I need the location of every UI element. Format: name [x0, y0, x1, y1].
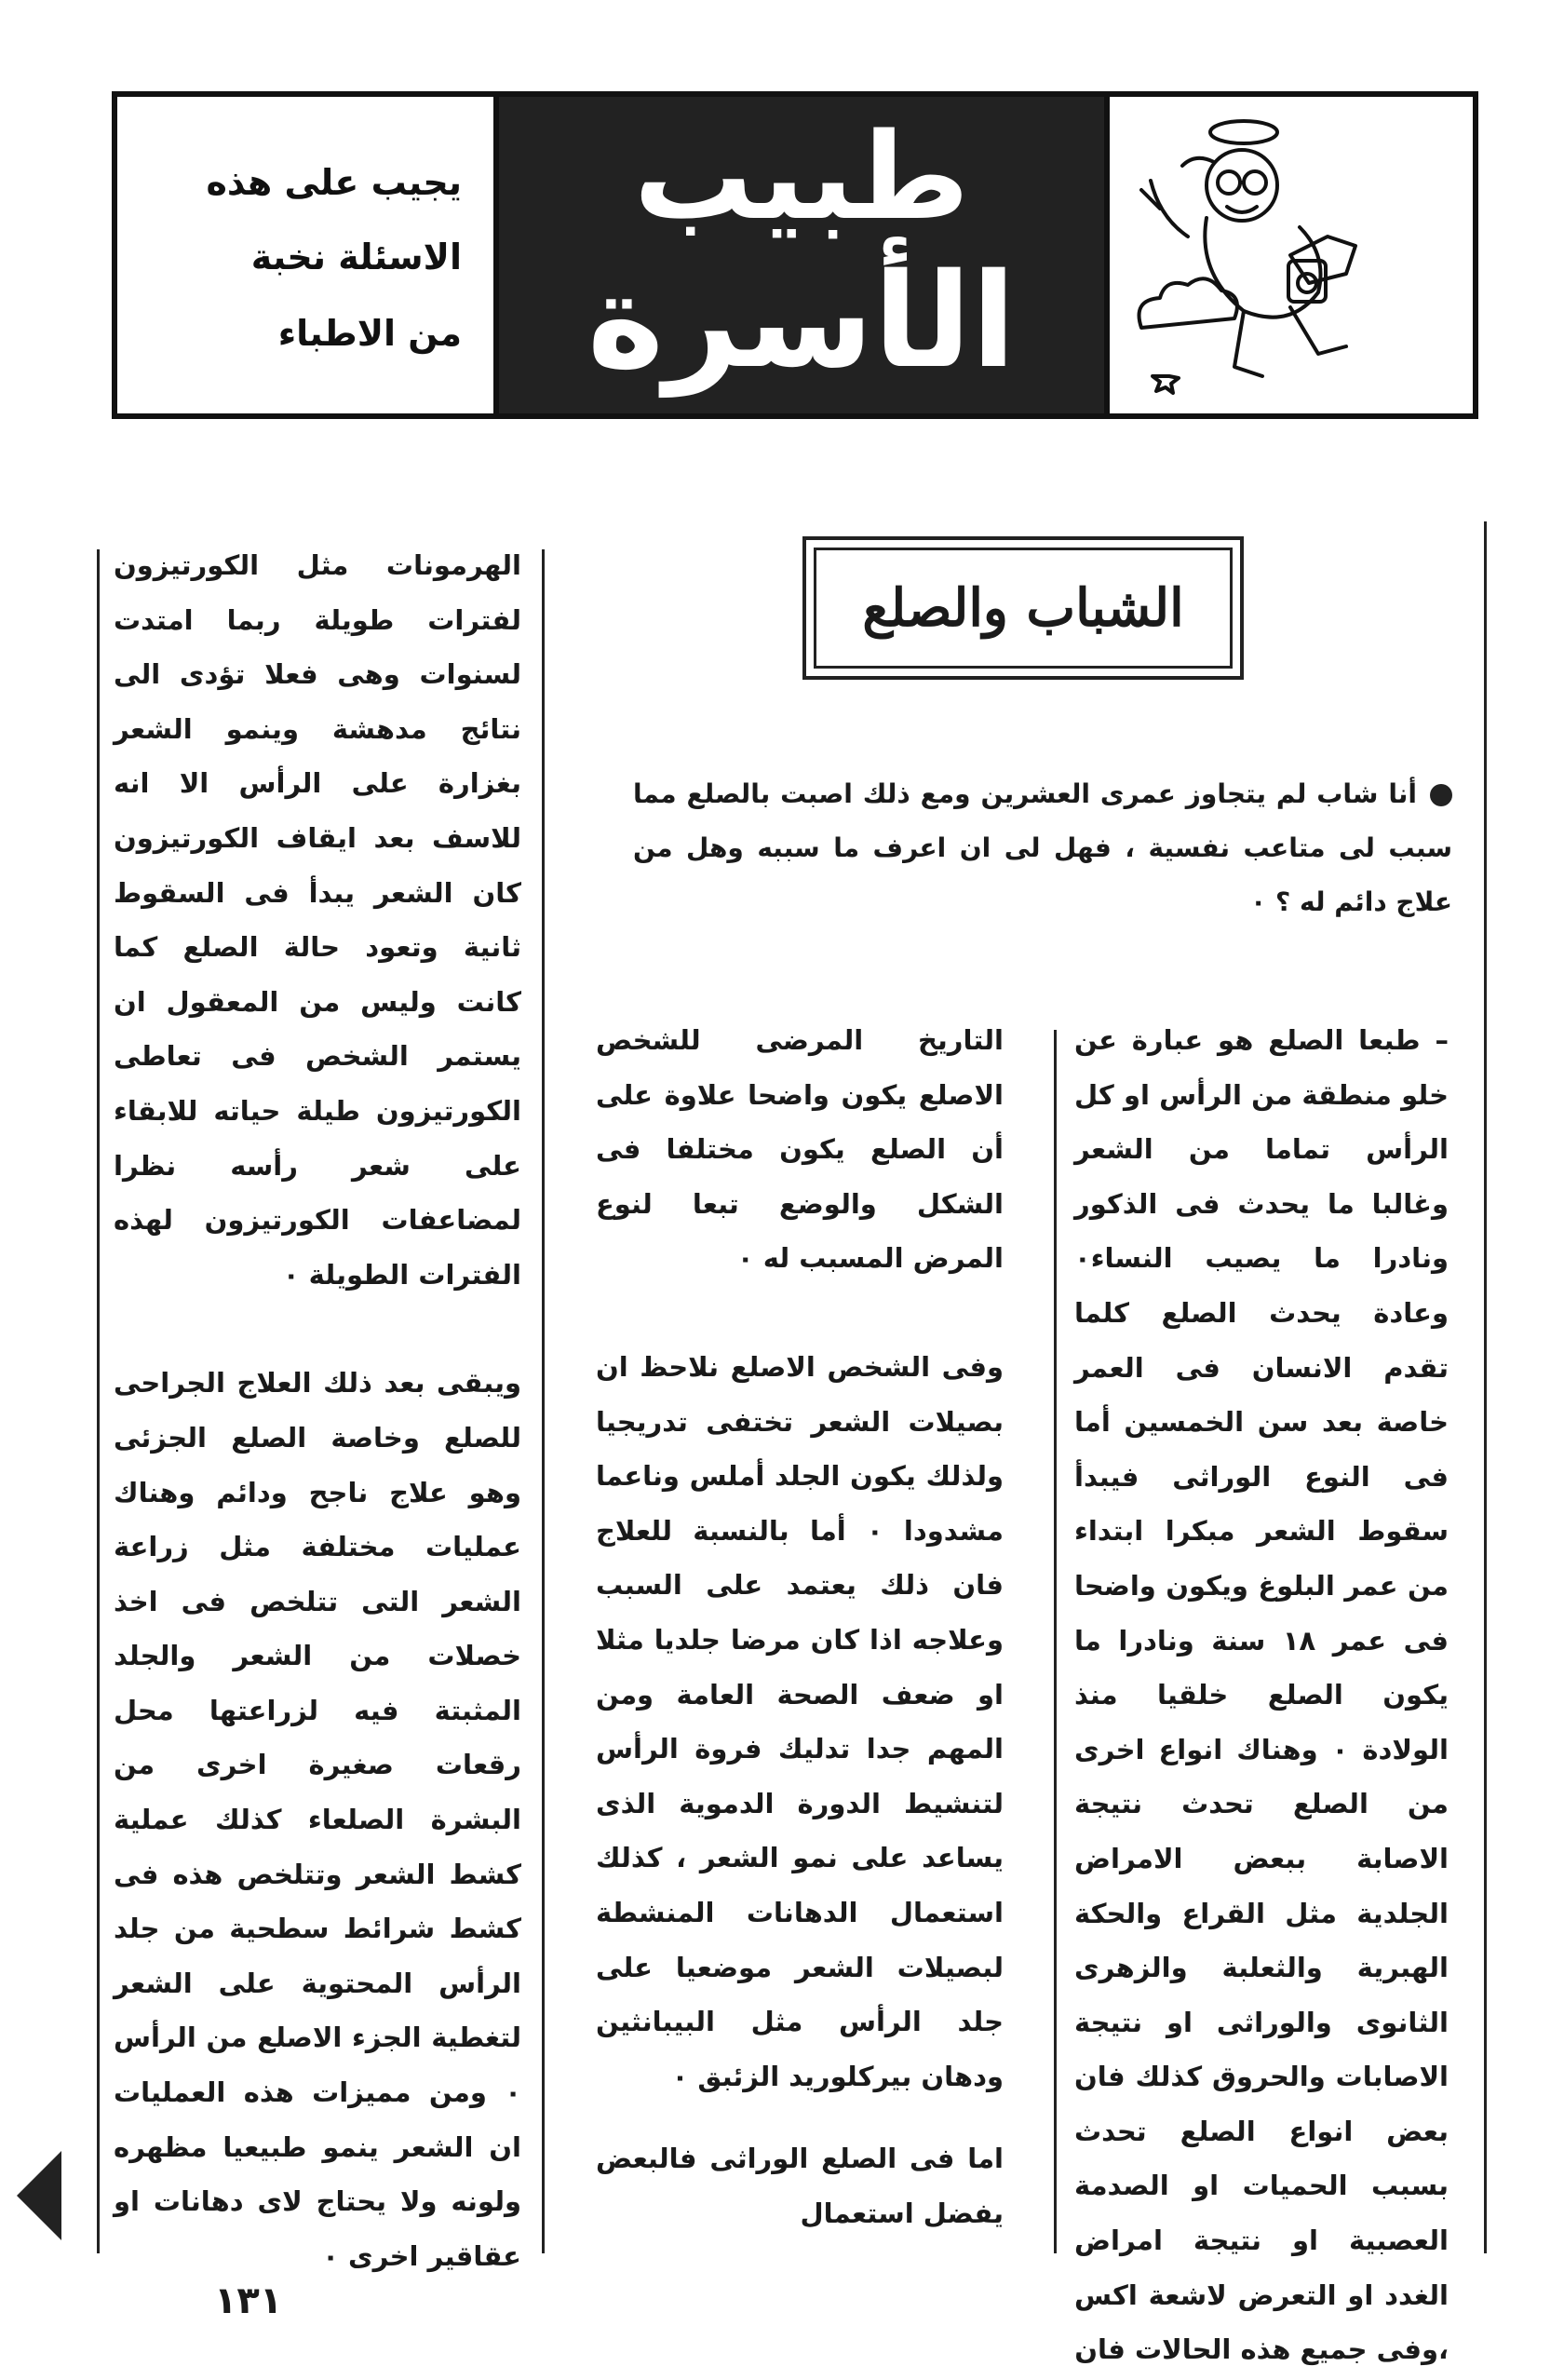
answer-paragraph: اما فى الصلع الوراثى فالبعض يفضل استعمال: [596, 2143, 1004, 2229]
column-rule-outer-left: [97, 549, 100, 2253]
masthead-logo-line-2: الأسرة: [586, 246, 1017, 398]
answer-paragraph: ويبقى بعد ذلك العلاج الجراحى للصلع وخاصة الصلع الجزئى وهو علاج ناجح ودائم وهناك عمليات مختلفة مثل زراعة الشعر التى تتلخص فى اخذ خصلات من الشعر والجلد المثبتة فيه لزراعتها محل رقعات صغيرة اخرى من البشرة الصلعاء كذلك عملية كشط الشعر وتتلخص هذه فى كشط شرائط سطحية من جلد الرأس المحتوية على الشعر لتغطية الجزء الاصلع من الرأس ٠ ومن مميزات هذه العمليات ان الشعر ينمو طبيعيا مظهره ولونه ولا يحتاج لاى دهانات او عقاقير اخرى ٠: [114, 1367, 521, 2272]
page-number: ١٣١: [214, 2279, 283, 2322]
masthead-tagline-panel: [117, 97, 499, 413]
tagline-line-2: الاسئلة نخبة: [250, 237, 462, 277]
answer-paragraph: الهرمونات مثل الكورتيزون لفترات طويلة ربما امتدت لسنوات وهى فعلا تؤدى الى نتائج مدهشة وينمو الشعر بغزارة على الرأس الا انه للاسف بعد ايقاف الكورتيزون كان الشعر يبدأ فى السقوط ثانية وتعود حالة الصلع كما كانت وليس من المعقول ان يستمر الشخص فى تعاطى الكورتيزون طيلة حياته للابقاء على شعر رأسه نظرا لمضاعفات الكورتيزون لهذه الفترات الطويلة ٠: [114, 549, 521, 1291]
masthead-logo-panel: [499, 97, 1104, 413]
question-bullet-icon: [1430, 784, 1452, 806]
question-text: أنا شاب لم يتجاوز عمرى العشرين ومع ذلك اصبت بالصلع مما سبب لى متاعب نفسية ، فهل لى ان اعرف ما سببه وهل من علاج دائم له ؟ ٠: [633, 778, 1452, 917]
continue-arrow-icon: [17, 2151, 61, 2240]
answer-paragraph: التاريخ المرضى للشخص الاصلع يكون واضحا علاوة على أن الصلع يكون مختلفا فى الشكل والوضع تبعا لنوع المرض المسبب له ٠: [596, 1024, 1004, 1275]
article-title-frame: [802, 536, 1244, 680]
masthead-logo-line-1: طبيب: [633, 108, 970, 247]
doctor-angel-icon: [1104, 97, 1473, 413]
reader-question: [633, 767, 1452, 929]
answer-paragraph: وفى الشخص الاصلع نلاحظ ان بصيلات الشعر تختفى تدريجيا ولذلك يكون الجلد أملس وناعما مشدودا ٠ أما بالنسبة للعلاج فان ذلك يعتمد على السبب وعلاجه اذا كان مرضا جلديا مثلا او ضعف الصحة العامة ومن المهم جدا تدليك فروة الرأس لتنشيط الدورة الدموية الذى يساعد على نمو الشعر ، كذلك استعمال الدهانات المنشطة لبصيلات الشعر موضعيا على جلد الرأس مثل البيبانثين ودهان بيركلوريد الزئبق ٠: [596, 1350, 1004, 2092]
article-title: الشباب والصلع: [814, 548, 1233, 669]
answer-column-right: [1074, 1013, 1449, 2377]
column-rule-far-right: [1484, 521, 1487, 2253]
tagline-line-3: من الاطباء: [277, 313, 462, 354]
answer-column-middle: [596, 1013, 1004, 2240]
column-rule-left: [542, 549, 545, 2253]
column-rule-right: [1054, 1030, 1057, 2253]
answer-paragraph: – طبعا الصلع هو عبارة عن خلو منطقة من الرأس او كل الرأس تماما من الشعر وغالبا ما يحدث فى الذكور ونادرا ما يصيب النساء٠ وعادة يحدث الصلع كلما تقدم الانسان فى العمر خاصة بعد سن الخمسين أما فى النوع الوراثى فيبدأ سقوط الشعر مبكرا ابتداء من عمر البلوغ ويكون واضحا فى عمر ١٨ سنة ونادرا ما يكون الصلع خلقيا منذ الولادة ٠ وهناك انواع اخرى من الصلع تحدث نتيجة الاصابة ببعض الامراض الجلدية مثل القراع والحكة الهبرية والثعلبة والزهرى الثانوى والوراثى او نتيجة الاصابات والحروق كذلك فان بعض انواع الصلع تحدث بسبب الحميات او الصدمة العصبية او نتيجة امراض الغدد او التعرض لاشعة اكس ،وفى جميع هذه الحالات فان: [1074, 1024, 1449, 2366]
tagline-line-1: يجيب على هذه: [206, 162, 462, 203]
masthead-illustration-panel: [1104, 97, 1473, 413]
answer-column-left: [114, 538, 521, 2283]
